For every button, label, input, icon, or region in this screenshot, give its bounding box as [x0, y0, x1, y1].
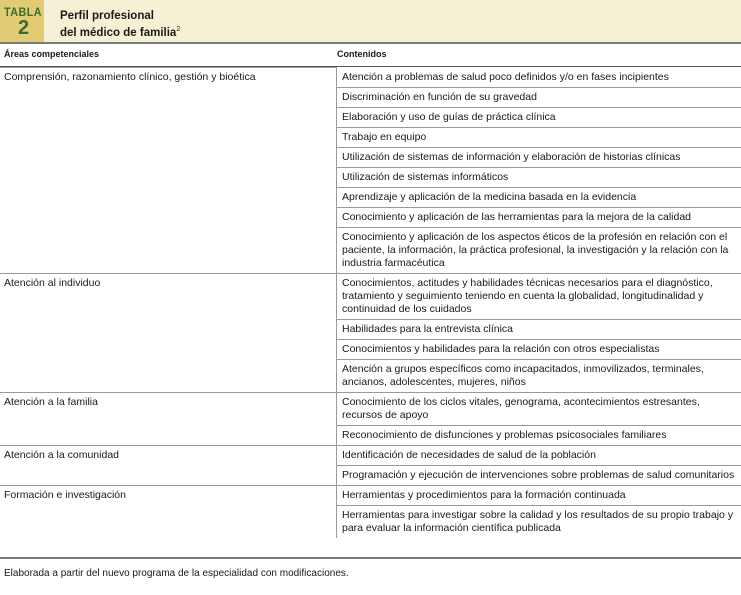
content-cell: Programación y ejecución de intervenciones sobre problemas de salud comunitarios	[337, 465, 741, 485]
content-cell: Reconocimiento de disfunciones y problemas psicosociales familiares	[337, 425, 741, 445]
table-row	[0, 359, 741, 392]
content-cell: Discriminación en función de su gravedad	[337, 87, 741, 107]
table-row	[0, 505, 741, 538]
content-cell: Identificación de necesidades de salud de la población	[337, 445, 741, 465]
content-cell: Atención a problemas de salud poco definidos y/o en fases incipientes	[342, 70, 669, 83]
content-cell: Utilización de sistemas de información y elaboración de historias clínicas	[337, 147, 741, 167]
area-cell	[0, 425, 337, 445]
area-cell: Atención al individuo	[0, 273, 337, 319]
table-tag	[0, 0, 44, 42]
table-row	[0, 445, 741, 465]
area-cell	[0, 227, 337, 273]
title-line-2-text: del médico de familia	[60, 26, 177, 39]
content-cell: Conocimiento y aplicación de las herramientas para la mejora de la calidad	[337, 207, 741, 227]
table-row	[0, 167, 741, 187]
content-cell: Habilidades para la entrevista clínica	[337, 319, 741, 339]
table-row	[0, 273, 741, 319]
table-tag-label: TABLA	[4, 5, 43, 19]
table-row	[0, 465, 741, 485]
table-row	[0, 319, 741, 339]
content-cell: Atención a grupos específicos como incapacitados, inmovilizados, terminales, ancianos, adolescentes, mujeres, niños	[337, 359, 741, 392]
content-cell: Herramientas y procedimientos para la formación continuada	[337, 485, 741, 505]
content-cell: Trabajo en equipo	[337, 127, 741, 147]
area-cell	[0, 505, 337, 538]
table-row	[0, 425, 741, 445]
table-row	[0, 227, 741, 273]
table-row	[0, 87, 741, 107]
table-header	[0, 0, 741, 42]
table-row	[0, 187, 741, 207]
content-cell: Conocimiento de los ciclos vitales, genograma, acontecimientos estresantes, recursos de apoyo	[337, 392, 741, 425]
area-cell: Formación e investigación	[0, 485, 337, 505]
title-line-2	[60, 23, 180, 40]
area-cell	[0, 465, 337, 485]
area-cell	[0, 167, 337, 187]
top-rule	[0, 42, 741, 44]
column-header-areas: Áreas competenciales	[4, 49, 100, 59]
content-cell: Aprendizaje y aplicación de la medicina basada en la evidencia	[337, 187, 741, 207]
table-row	[0, 127, 741, 147]
table-row	[0, 107, 741, 127]
table-row	[0, 339, 741, 359]
column-header-contents: Contenidos	[337, 49, 387, 59]
content-cell: Elaboración y uso de guías de práctica clínica	[337, 107, 741, 127]
area-cell	[0, 187, 337, 207]
table-tag-number: 2	[18, 17, 30, 39]
title-line-1: Perfil profesional	[60, 10, 154, 22]
competencies-table	[0, 67, 741, 538]
content-cell: Herramientas para investigar sobre la calidad y los resultados de su propio trabajo y para evaluar la información científica publicada	[337, 505, 741, 538]
area-cell	[0, 319, 337, 339]
area-cell	[0, 107, 337, 127]
area-cell	[0, 147, 337, 167]
area-cell: Atención a la familia	[0, 392, 337, 425]
table-row	[0, 207, 741, 227]
table-title	[60, 9, 180, 40]
content-cell: Utilización de sistemas informáticos	[337, 167, 741, 187]
table-row	[0, 392, 741, 425]
area-cell	[0, 127, 337, 147]
area-cell	[0, 87, 337, 107]
area-cell: Comprensión, razonamiento clínico, gestión y bioética	[0, 68, 337, 88]
area-cell	[0, 359, 337, 392]
area-cell	[0, 339, 337, 359]
table-row	[0, 147, 741, 167]
content-cell: Conocimiento y aplicación de los aspectos éticos de la profesión en relación con el paciente, la información, la práctica profesional, la investigación y la relación con la industria farmacéutica	[337, 227, 741, 273]
footnote: Elaborada a partir del nuevo programa de la especialidad con modificaciones.	[4, 568, 349, 579]
title-reference: 2	[176, 26, 181, 33]
content-cell: Conocimientos y habilidades para la relación con otros especialistas	[337, 339, 741, 359]
content-cell: Conocimientos, actitudes y habilidades técnicas necesarios para el diagnóstico, tratamiento y seguimiento teniendo en cuenta la globalidad, longitudinalidad y continuidad de los cuidados	[337, 273, 741, 319]
bottom-rule	[0, 557, 741, 559]
table-row	[0, 68, 741, 88]
table-row	[0, 485, 741, 505]
area-cell	[0, 207, 337, 227]
area-cell: Atención a la comunidad	[0, 445, 337, 465]
